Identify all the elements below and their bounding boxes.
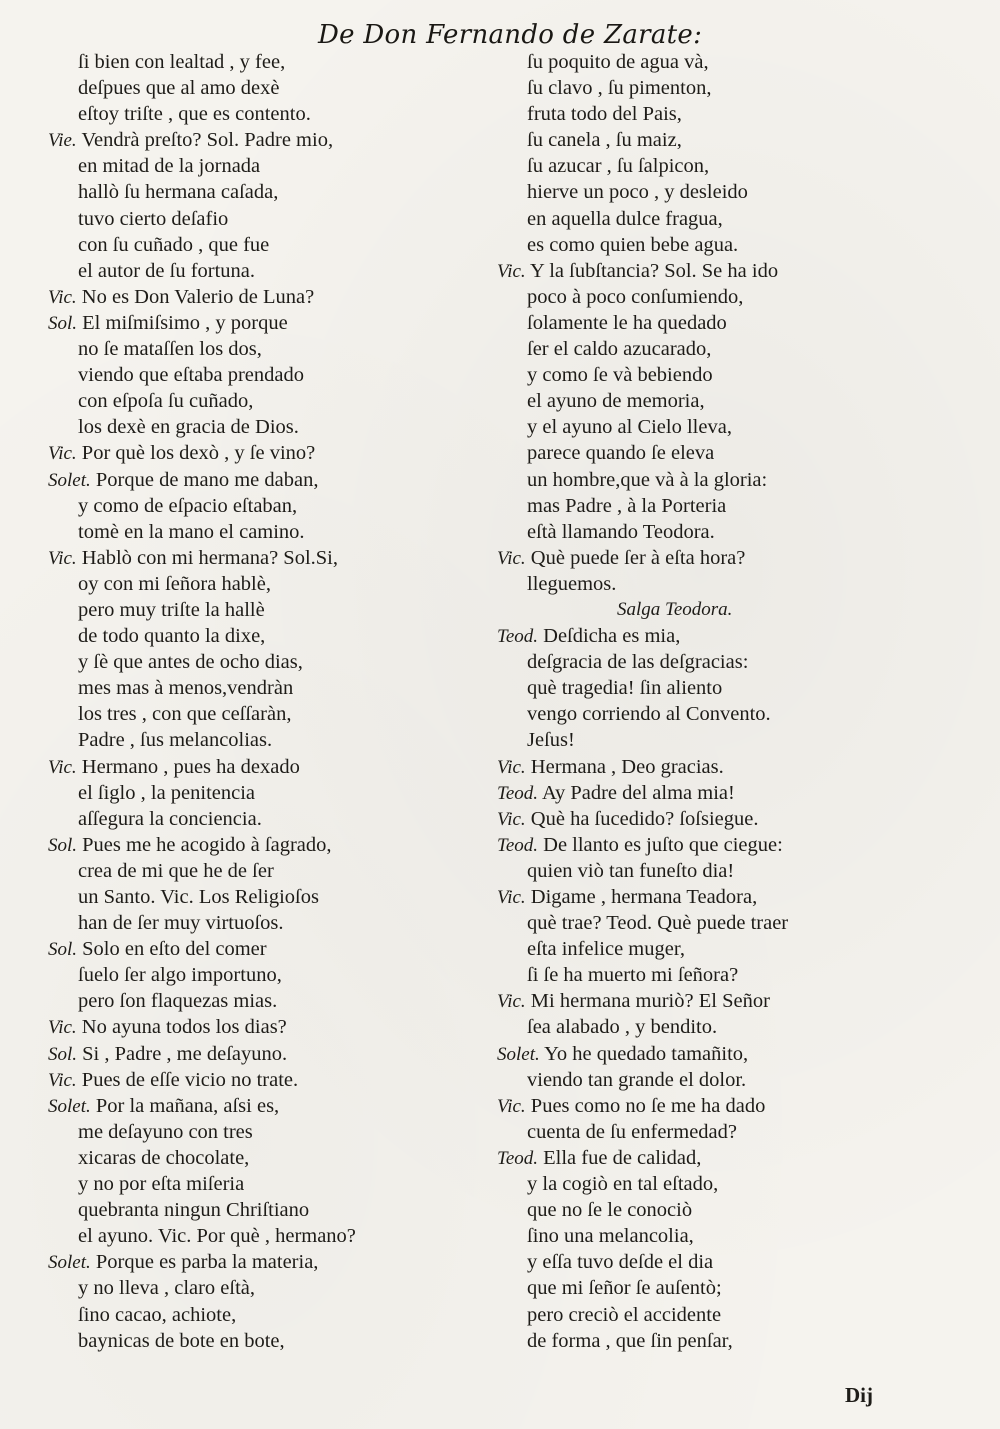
verse-text: crea de mi que he de ſer	[78, 859, 274, 882]
verse-line	[497, 1145, 997, 1171]
verse-line	[48, 1041, 488, 1067]
verse-line	[497, 284, 997, 310]
verse-text: Hermano , pues ha dexado	[81, 755, 300, 778]
verse-line	[497, 806, 997, 832]
speaker-name: Sol.	[48, 1043, 78, 1065]
verse-line	[497, 1119, 997, 1145]
verse-text: parece quando ſe eleva	[527, 442, 715, 465]
verse-line	[48, 858, 488, 884]
speaker-name: Solet.	[48, 469, 91, 491]
verse-line	[497, 310, 997, 336]
verse-text: No es Don Valerio de Luna?	[81, 285, 315, 308]
verse-text: con ſu cuñado , que fue	[78, 233, 270, 256]
verse-line	[48, 493, 488, 519]
verse-line	[497, 1171, 997, 1197]
verse-line	[48, 414, 488, 440]
verse-line	[48, 884, 488, 910]
verse-line	[497, 232, 997, 258]
verse-line	[48, 258, 488, 284]
verse-line	[48, 310, 488, 336]
verse-text: el autor de ſu fortuna.	[78, 259, 256, 282]
verse-text: ſu clavo , ſu pimenton,	[527, 77, 712, 100]
verse-text: quebranta ningun Chriſtiano	[78, 1199, 310, 1222]
speaker-name: Vic.	[497, 887, 526, 908]
verse-text: en aquella dulce fragua,	[527, 207, 723, 230]
verse-line	[48, 597, 488, 623]
speaker-name: Vic.	[48, 443, 77, 465]
verse-line	[48, 832, 488, 858]
verse-line	[48, 362, 488, 388]
verse-line	[48, 1171, 488, 1197]
verse-text: Salga Teodora.	[617, 598, 733, 620]
verse-text: Porque de mano me daban,	[95, 468, 319, 491]
verse-line	[497, 623, 997, 649]
verse-line	[497, 1275, 997, 1301]
speaker-name: Vic.	[48, 756, 77, 778]
verse-text: ſu poquito de agua và,	[527, 51, 709, 73]
verse-line	[48, 1302, 488, 1328]
verse-text: Por què los dexò , y ſe vino?	[81, 442, 316, 465]
verse-line	[497, 571, 997, 597]
verse-text: deſgracia de las deſgracias:	[527, 651, 749, 674]
speaker-name: Sol.	[48, 939, 78, 961]
left-column	[48, 49, 488, 1354]
verse-text: ſino una melancolia,	[527, 1225, 694, 1248]
verse-text: què tragedia! ſin aliento	[527, 677, 723, 700]
verse-text: Digame , hermana Teadora,	[530, 886, 758, 908]
verse-text: vengo corriendo al Convento.	[527, 703, 771, 726]
verse-line	[48, 179, 488, 205]
verse-line	[497, 179, 997, 205]
speaker-name: Teod.	[497, 626, 539, 648]
verse-text: Padre , ſus melancolias.	[78, 729, 273, 752]
verse-line	[497, 493, 997, 519]
verse-line	[497, 1197, 997, 1223]
verse-line	[497, 258, 997, 284]
verse-text: Y la ſubſtancia? Sol. Se ha ido	[530, 259, 779, 282]
verse-line	[497, 153, 997, 179]
verse-text: Jeſus!	[527, 729, 575, 752]
verse-text: Vendrà preſto? Sol. Padre mio,	[81, 129, 334, 152]
speaker-name: Sol.	[48, 312, 78, 334]
verse-line	[497, 884, 997, 910]
verse-text: y como de eſpacio eſtaban,	[78, 494, 298, 517]
verse-line	[497, 754, 997, 780]
verse-text: pero ſon flaquezas mias.	[78, 990, 278, 1013]
verse-text: ſuelo ſer algo importuno,	[78, 964, 282, 987]
verse-line	[48, 806, 488, 832]
verse-line	[497, 1223, 997, 1249]
verse-text: baynicas de bote en bote,	[78, 1329, 285, 1352]
verse-text: y eſſa tuvo deſde el dia	[527, 1251, 714, 1274]
verse-line	[48, 1275, 488, 1301]
verse-text: de todo quanto la dixe,	[78, 625, 266, 648]
verse-line	[497, 962, 997, 988]
verse-text: que no ſe le conociò	[527, 1199, 693, 1222]
verse-line	[48, 962, 488, 988]
verse-text: Porque es parba la materia,	[95, 1251, 319, 1274]
verse-text: oy con mi ſeñora hablè,	[78, 572, 271, 595]
verse-text: ſu canela , ſu maiz,	[527, 129, 682, 152]
verse-text: no ſe mataſſen los dos,	[78, 338, 262, 361]
verse-line	[48, 1093, 488, 1119]
verse-line	[497, 1328, 997, 1354]
verse-text: xicaras de chocolate,	[78, 1146, 250, 1169]
verse-text: en mitad de la jornada	[78, 155, 261, 178]
verse-line	[497, 206, 997, 232]
verse-line	[48, 519, 488, 545]
verse-text: Què ha ſucedido? ſoſsiegue.	[530, 807, 759, 830]
verse-line	[48, 623, 488, 649]
verse-text: eſtoy triſte , que es contento.	[78, 103, 311, 126]
speaker-name: Vic.	[497, 991, 526, 1013]
verse-text: hallò ſu hermana caſada,	[78, 181, 279, 204]
verse-line	[48, 571, 488, 597]
verse-text: han de ſer muy virtuoſos.	[78, 912, 284, 935]
verse-line	[48, 780, 488, 806]
verse-line	[48, 1067, 488, 1093]
verse-text: Deſdicha es mia,	[543, 625, 681, 648]
verse-text: ſi bien con lealtad , y fee,	[78, 51, 286, 73]
verse-line	[48, 206, 488, 232]
verse-line	[48, 127, 488, 153]
verse-text: Hermana , Deo gracias.	[530, 755, 724, 778]
verse-line	[48, 1119, 488, 1145]
verse-text: ſer el caldo azucarado,	[527, 338, 712, 361]
verse-line	[497, 336, 997, 362]
verse-text: Por la mañana, aſsi es,	[95, 1094, 280, 1117]
speaker-name: Vic.	[497, 1095, 526, 1117]
verse-line	[48, 545, 488, 571]
stage-direction	[497, 597, 997, 623]
verse-text: ſea alabado , y bendito.	[527, 1016, 718, 1039]
verse-line	[48, 1014, 488, 1040]
verse-text: el ayuno de memoria,	[527, 390, 705, 413]
verse-text: que mi ſeñor ſe auſentò;	[527, 1277, 722, 1300]
verse-text: eſtà llamando Teodora.	[527, 520, 715, 543]
verse-text: los tres , con que ceſſaràn,	[78, 703, 292, 726]
verse-text: què trae? Teod. Què puede traer	[527, 912, 789, 935]
speaker-name: Vic.	[497, 260, 526, 282]
speaker-name: Sol.	[48, 834, 78, 856]
verse-line	[497, 75, 997, 101]
speaker-name: Vic.	[48, 286, 77, 308]
verse-line	[48, 388, 488, 414]
verse-line	[48, 988, 488, 1014]
verse-line	[497, 1302, 997, 1328]
verse-text: un hombre,que và à la gloria:	[527, 468, 768, 491]
verse-line	[48, 284, 488, 310]
verse-text: ſino cacao, achiote,	[78, 1303, 237, 1326]
verse-line	[497, 1067, 997, 1093]
verse-line	[497, 519, 997, 545]
verse-line	[48, 754, 488, 780]
verse-line	[497, 1014, 997, 1040]
verse-line	[497, 727, 997, 753]
verse-text: cuenta de ſu enfermedad?	[527, 1120, 738, 1143]
verse-text: Hablò con mi hermana? Sol.Si,	[81, 546, 338, 569]
verse-text: pero muy triſte la hallè	[78, 598, 265, 621]
verse-text: poco à poco conſumiendo,	[527, 285, 744, 308]
verse-text: y no lleva , claro eſtà,	[78, 1277, 256, 1300]
running-head: De Don Fernando de Zarate:	[318, 20, 703, 50]
verse-line	[497, 388, 997, 414]
verse-text: ſu azucar , ſu ſalpicon,	[527, 155, 710, 178]
verse-text: y el ayuno al Cielo lleva,	[527, 416, 732, 439]
speaker-name: Teod.	[497, 1147, 539, 1169]
verse-line	[48, 936, 488, 962]
verse-line	[497, 1249, 997, 1275]
verse-line	[497, 649, 997, 675]
verse-text: ſolamente le ha quedado	[527, 311, 727, 334]
speaker-name: Solet.	[497, 1043, 540, 1065]
verse-text: y la cogiò en tal eſtado,	[527, 1173, 719, 1196]
verse-line	[497, 701, 997, 727]
verse-text: tuvo cierto deſafio	[78, 207, 229, 230]
verse-text: pero creciò el accidente	[527, 1303, 722, 1326]
verse-text: viendo tan grande el dolor.	[527, 1068, 747, 1091]
speaker-name: Solet.	[48, 1252, 91, 1274]
verse-text: hierve un poco , y desleido	[527, 181, 748, 204]
verse-text: quien viò tan funeſto dia!	[527, 859, 735, 882]
verse-line	[48, 336, 488, 362]
speaker-name: Vie.	[48, 130, 77, 152]
verse-line	[48, 1223, 488, 1249]
verse-line	[497, 1041, 997, 1067]
verse-line	[48, 1249, 488, 1275]
verse-text: El miſmiſsimo , y porque	[82, 311, 288, 334]
verse-text: Què puede ſer à eſta hora?	[530, 546, 746, 569]
speaker-name: Solet.	[48, 1095, 91, 1117]
verse-line	[48, 910, 488, 936]
verse-text: aſſegura la conciencia.	[78, 807, 262, 830]
verse-text: tomè en la mano el camino.	[78, 520, 305, 543]
speaker-name: Vic.	[497, 808, 526, 830]
verse-line	[48, 1328, 488, 1354]
verse-line	[48, 1145, 488, 1171]
verse-text: y ſè que antes de ocho dias,	[78, 651, 303, 674]
verse-line	[497, 858, 997, 884]
speaker-name: Vic.	[497, 547, 526, 569]
verse-text: fruta todo del Pais,	[527, 103, 682, 126]
verse-line	[48, 440, 488, 466]
verse-text: un Santo. Vic. Los Religioſos	[78, 886, 319, 908]
verse-text: los dexè en gracia de Dios.	[78, 416, 299, 439]
speaker-name: Vic.	[48, 547, 77, 569]
verse-text: mes mas à menos,vendràn	[78, 677, 294, 700]
speaker-name: Teod.	[497, 834, 539, 856]
verse-line	[48, 649, 488, 675]
verse-text: el ayuno. Vic. Por què , hermano?	[78, 1225, 356, 1248]
verse-line	[497, 988, 997, 1014]
verse-text: De llanto es juſto que ciegue:	[543, 833, 783, 856]
verse-text: Si , Padre , me deſayuno.	[82, 1042, 288, 1065]
verse-line	[48, 153, 488, 179]
verse-text: y como ſe và bebiendo	[527, 364, 713, 387]
verse-line	[497, 127, 997, 153]
verse-line	[48, 49, 488, 75]
verse-text: Solo en eſto del comer	[82, 938, 267, 961]
verse-line	[497, 49, 997, 75]
verse-line	[497, 440, 997, 466]
verse-line	[497, 675, 997, 701]
verse-text: el ſiglo , la penitencia	[78, 781, 256, 804]
verse-line	[497, 467, 997, 493]
verse-line	[497, 362, 997, 388]
verse-text: deſpues que al amo dexè	[78, 77, 280, 100]
verse-text: mas Padre , à la Porteria	[527, 494, 727, 517]
verse-line	[497, 545, 997, 571]
signature-mark: Dij	[845, 1383, 873, 1407]
verse-text: Pues como no ſe me ha dado	[530, 1094, 766, 1117]
verse-text: Ay Padre del alma mia!	[542, 781, 735, 804]
speaker-name: Teod.	[497, 782, 539, 804]
verse-line	[497, 910, 997, 936]
verse-text: me deſayuno con tres	[78, 1120, 253, 1143]
verse-text: con eſpoſa ſu cuñado,	[78, 390, 254, 413]
verse-text: Pues me he acogido à ſagrado,	[82, 833, 332, 856]
verse-text: viendo que eſtaba prendado	[78, 364, 304, 387]
verse-line	[497, 414, 997, 440]
verse-line	[48, 101, 488, 127]
verse-line	[497, 1093, 997, 1119]
speaker-name: Vic.	[48, 1017, 77, 1039]
verse-line	[497, 936, 997, 962]
verse-line	[497, 101, 997, 127]
verse-text: ſi ſe ha muerto mi ſeñora?	[527, 964, 739, 987]
verse-line	[48, 727, 488, 753]
verse-text: Ella fue de calidad,	[543, 1146, 702, 1169]
speaker-name: Vic.	[497, 756, 526, 778]
right-column	[497, 49, 997, 1354]
verse-line	[497, 780, 997, 806]
verse-text: Yo he quedado tamañito,	[544, 1042, 749, 1065]
verse-line	[48, 675, 488, 701]
verse-line	[48, 1197, 488, 1223]
verse-text: lleguemos.	[527, 572, 617, 595]
verse-text: es como quien bebe agua.	[527, 233, 739, 256]
verse-text: Pues de eſſe vicio no trate.	[81, 1068, 299, 1091]
verse-text: y no por eſta miſeria	[78, 1173, 245, 1196]
verse-line	[48, 467, 488, 493]
verse-line	[48, 701, 488, 727]
verse-line	[48, 232, 488, 258]
verse-text: eſta infelice muger,	[527, 938, 685, 961]
verse-line	[497, 832, 997, 858]
verse-text: Mi hermana muriò? El Señor	[530, 990, 770, 1013]
verse-line	[48, 75, 488, 101]
verse-text: de forma , que ſin penſar,	[527, 1329, 733, 1352]
verse-text: No ayuna todos los dias?	[81, 1016, 287, 1039]
speaker-name: Vic.	[48, 1069, 77, 1091]
